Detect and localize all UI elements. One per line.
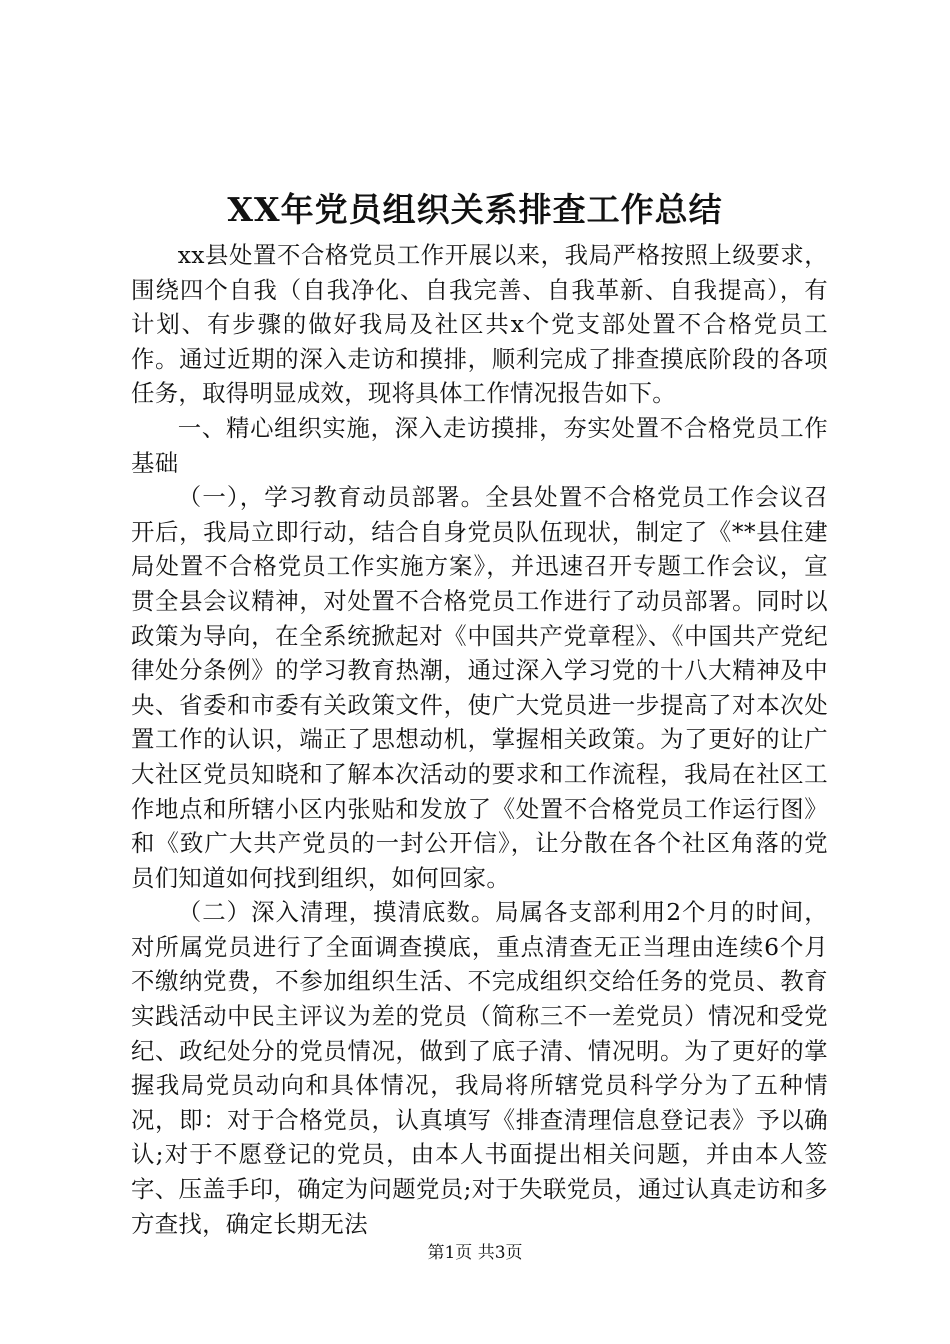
page-number-footer: 第1页 共3页 [427,1243,523,1263]
document-title: XX年党员组织关系排查工作总结 [227,190,723,229]
subsection-paragraph-1: （一），学习教育动员部署。全县处置不合格党员工作会议召开后，我局立即行动，结合自身党员队伍现状，制定了《**县住建局处置不合格党员工作实施方案》，并迅速召开专题工作会议，宣贯全县会议精神，对处置不合格党员工作进行了动员部署。同时以政策为导向，在全系统掀起对《中国共产党章程》、《中国共产党纪律处分条例》的学习教育热潮，通过深入学习党的十八大精神及中央、省委和市委有关政策文件，使广大党员进一步提高了对本次处置工作的认识，端正了思想动机，掌握相关政策。为了更好的让广大社区党员知晓和了解本次活动的要求和工作流程，我局在社区工作地点和所辖小区内张贴和发放了《处置不合格党员工作运行图》和《致广大共产党员的一封公开信》，让分散在各个社区角落的党员们知道如何找到组织，如何回家。 [131,483,828,892]
document-body [131,238,828,1241]
subsection-paragraph-2: （二）深入清理，摸清底数。局属各支部利用2个月的时间，对所属党员进行了全面调查摸底，重点清查无正当理由连续6个月不缴纳党费，不参加组织生活、不完成组织交给任务的党员、教育实践活动中民主评议为差的党员（简称三不一差党员）情况和受党纪、政纪处分的党员情况，做到了底子清、情况明。为了更好的掌握我局党员动向和具体情况，我局将所辖党员科学分为了五种情况，即：对于合格党员，认真填写《排查清理信息登记表》予以确认;对于不愿登记的党员，由本人书面提出相关问题，并由本人签字、压盖手印，确定为问题党员;对于失联党员，通过认真走访和多方查找，确定长期无法 [131,898,828,1238]
section-heading-1: 一、精心组织实施，深入走访摸排，夯实处置不合格党员工作基础 [131,413,828,477]
intro-paragraph: xx县处置不合格党员工作开展以来，我局严格按照上级要求，围绕四个自我（自我净化、自我完善、自我革新、自我提高），有计划、有步骤的做好我局及社区共x个党支部处置不合格党员工作。通过近期的深入走访和摸排，顺利完成了排查摸底阶段的各项任务，取得明显成效，现将具体工作情况报告如下。 [131,241,828,408]
